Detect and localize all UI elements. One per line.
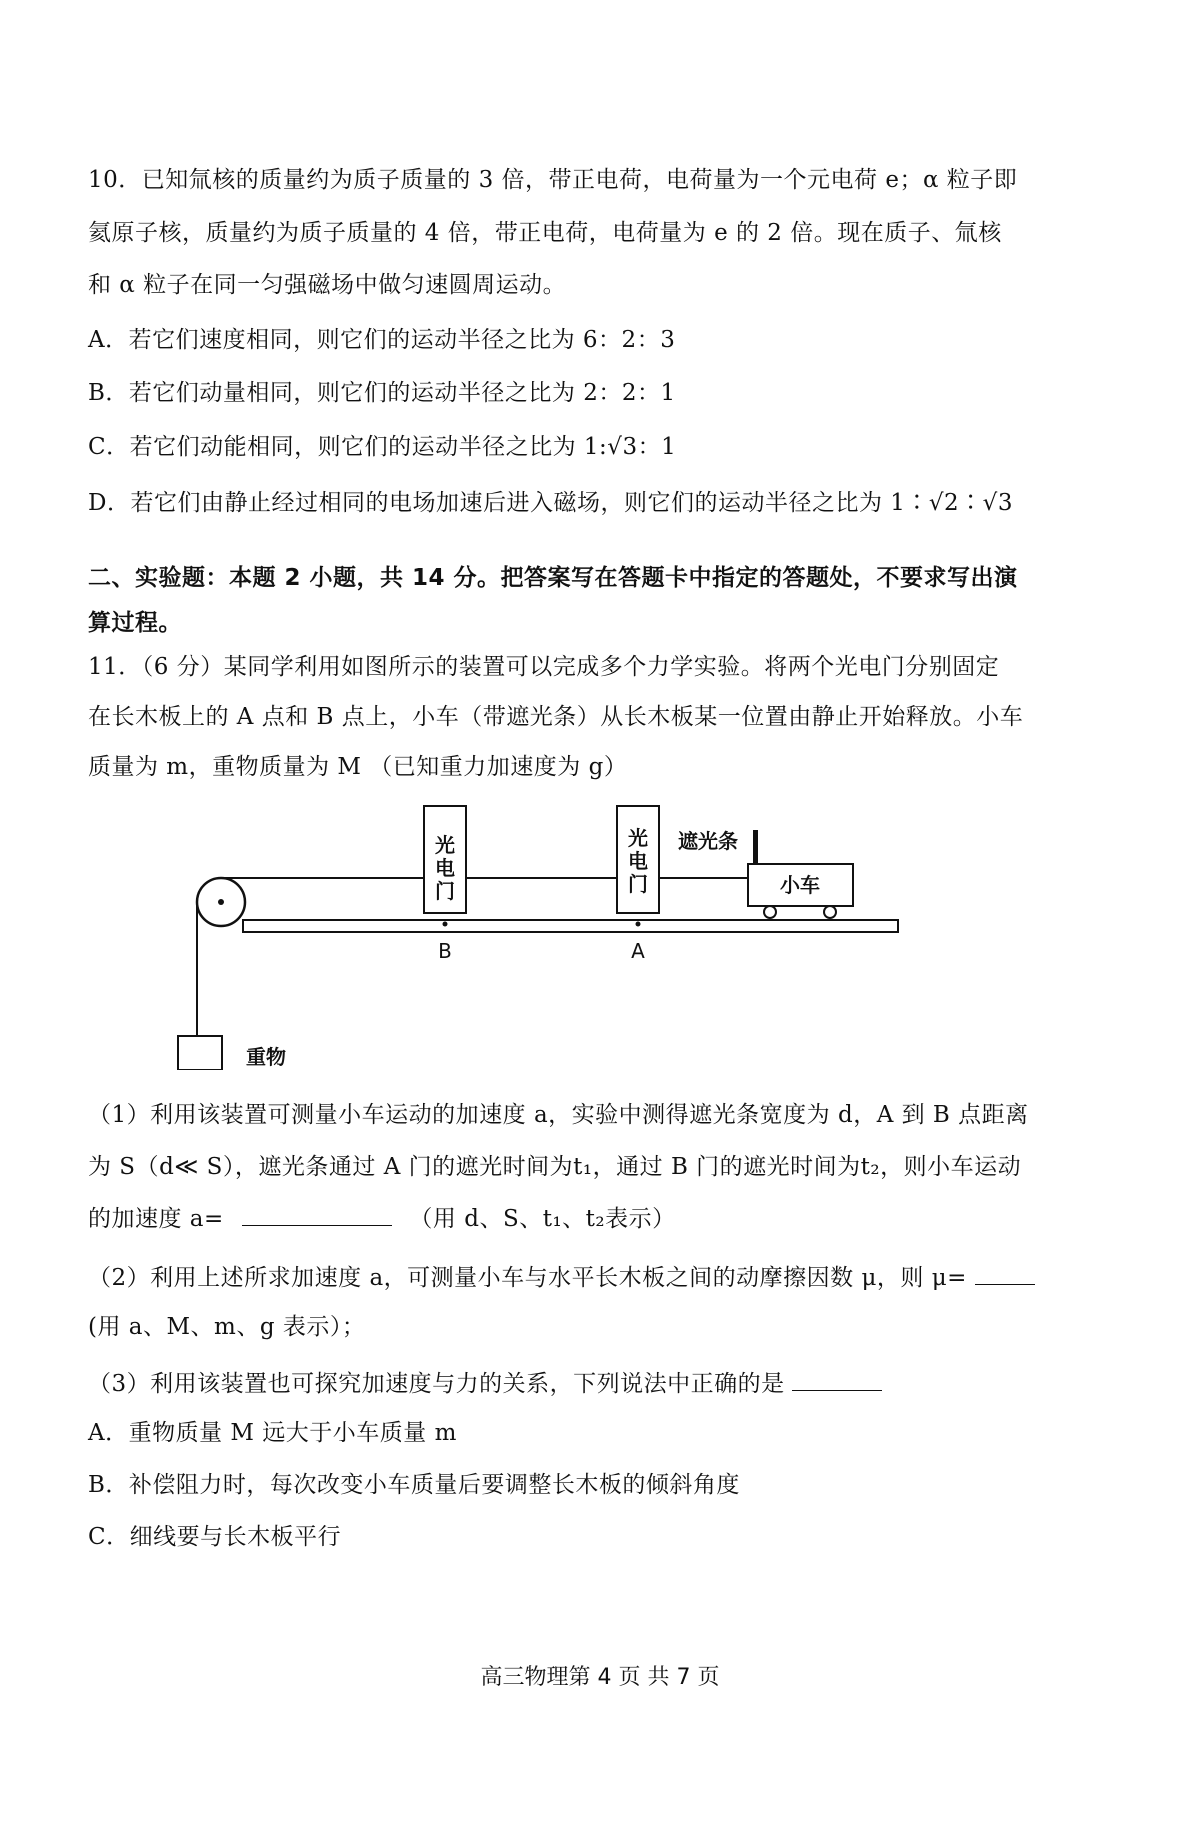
- q10-line-3: 和 α 粒子在同一匀强磁场中做匀速圆周运动。: [88, 272, 567, 298]
- q10-option-a: A．若它们速度相同，则它们的运动半径之比为 6：2：3: [88, 327, 676, 353]
- apparatus-diagram: [0, 780, 1200, 1070]
- weight-label: 重物: [246, 1045, 286, 1069]
- sub3-line-1: [88, 1368, 882, 1399]
- q10-line-2: 氦原子核，质量约为质子质量的 4 倍，带正电荷，电荷量为 e 的 2 倍。现在质子、氚核: [88, 220, 1002, 246]
- sub3-option-a: A．重物质量 M 远大于小车质量 m: [88, 1420, 457, 1446]
- point-b-label: B: [438, 939, 452, 963]
- sub3-line-1-text: （3）利用该装置也可探究加速度与力的关系，下列说法中正确的是: [88, 1371, 785, 1397]
- photogate-b-char-3: 门: [435, 879, 455, 903]
- q10-line-1: 10．已知氚核的质量约为质子质量的 3 倍，带正电荷，电荷量为一个元电荷 e；α 粒子即: [88, 167, 1018, 193]
- shade-strip: [753, 830, 758, 864]
- sub1-line-2: 为 S（d≪ S），遮光条通过 A 门的遮光时间为t₁，通过 B 门的遮光时间为t₂，则小车运动: [88, 1154, 1022, 1180]
- photogate-b-char-1: 光: [435, 833, 455, 857]
- sub1-line-3-prefix: 的加速度 a=: [88, 1206, 224, 1232]
- point-b-dot: [443, 922, 448, 927]
- page-footer: 高三物理第 4 页 共 7 页: [480, 1665, 720, 1690]
- long-board: [243, 920, 898, 932]
- q10-option-d: D．若它们由静止经过相同的电场加速后进入磁场，则它们的运动半径之比为 1∶√2∶√3: [88, 490, 1013, 516]
- pulley-axle: [218, 899, 224, 905]
- hanging-weight: [178, 1036, 222, 1070]
- q11-line-2: 在长木板上的 A 点和 B 点上，小车（带遮光条）从长木板某一位置由静止开始释放。小车: [88, 704, 1024, 730]
- q11-line-1: 11．（6 分）某同学利用如图所示的装置可以完成多个力学实验。将两个光电门分别固定: [88, 654, 1000, 680]
- sub1-line-3-suffix: （用 d、S、t₁、t₂表示）: [409, 1206, 676, 1232]
- sub1-line-1: （1）利用该装置可测量小车运动的加速度 a，实验中测得遮光条宽度为 d，A 到 B 点距离: [88, 1102, 1029, 1128]
- answer-blank-1[interactable]: [242, 1203, 392, 1226]
- sub3-option-c: C．细线要与长木板平行: [88, 1524, 342, 1550]
- cart-wheel-right: [824, 906, 836, 918]
- answer-blank-2[interactable]: [975, 1262, 1035, 1285]
- cart-label: 小车: [780, 873, 820, 897]
- photogate-a-char-3: 门: [628, 872, 648, 896]
- photogate-b-char-2: 电: [435, 856, 455, 880]
- sub2-line-1: [88, 1262, 1035, 1293]
- q11-line-3: 质量为 m，重物质量为 M （已知重力加速度为 g）: [88, 754, 628, 780]
- shade-strip-label: 遮光条: [678, 829, 738, 853]
- photogate-a-char-1: 光: [628, 826, 648, 850]
- sub1-line-3: [88, 1203, 676, 1234]
- point-a-label: A: [631, 939, 645, 963]
- q10-option-b: B．若它们动量相同，则它们的运动半径之比为 2：2：1: [88, 380, 676, 406]
- sub3-option-b: B．补偿阻力时，每次改变小车质量后要调整长木板的倾斜角度: [88, 1472, 740, 1498]
- section-heading-line-1: 二、实验题：本题 2 小题，共 14 分。把答案写在答题卡中指定的答题处，不要求写出演: [88, 565, 1018, 591]
- sub2-line-1-text: （2）利用上述所求加速度 a，可测量小车与水平长木板之间的动摩擦因数 μ，则 μ=: [88, 1265, 967, 1291]
- cart-wheel-left: [764, 906, 776, 918]
- section-heading-line-2: 算过程。: [88, 610, 182, 636]
- sub2-line-2: (用 a、M、m、g 表示）；: [88, 1314, 366, 1340]
- point-a-dot: [636, 922, 641, 927]
- q10-option-c: C．若它们动能相同，则它们的运动半径之比为 1:√3：1: [88, 434, 677, 460]
- photogate-a-char-2: 电: [628, 849, 648, 873]
- answer-blank-3[interactable]: [792, 1368, 882, 1391]
